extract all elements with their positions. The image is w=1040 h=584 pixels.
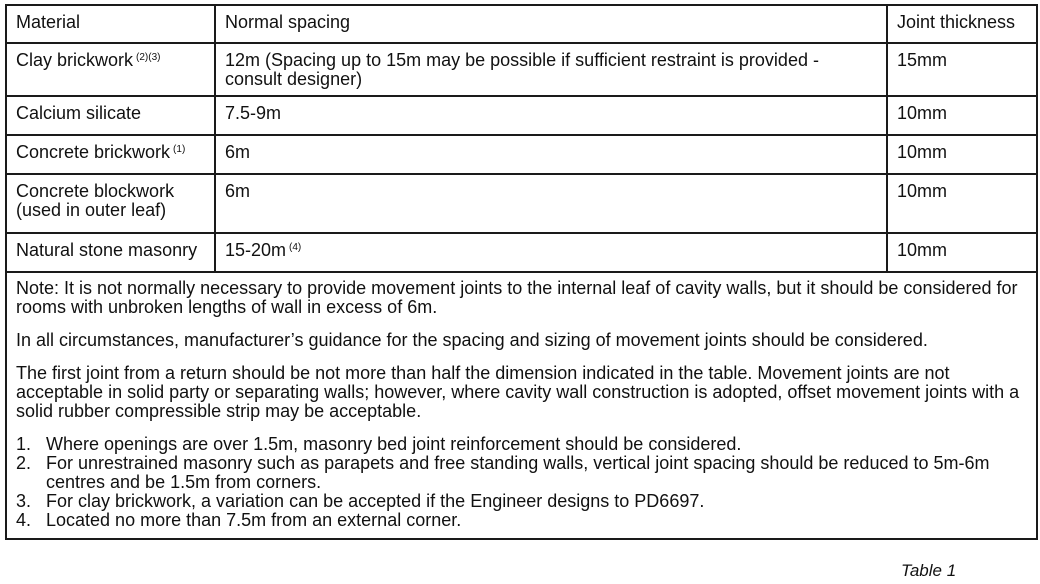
- material-cell: [6, 233, 215, 272]
- note-paragraph: In all circumstances, manufacturer’s guidance for the spacing and sizing of movement joints should be considered.: [16, 330, 928, 350]
- thickness-cell: 10mm: [887, 174, 1037, 233]
- table-row: [6, 174, 1037, 233]
- note-paragraph: The first joint from a return should be not more than half the dimension indicated in the table. Movement joints are not acceptable in solid party or separating walls; however, where cavity wall construction is adopted, offset movement joints with a solid rubber compressible strip may be acceptable.: [16, 363, 1020, 421]
- footnote-item: [16, 454, 1028, 492]
- material-cell: [6, 43, 215, 96]
- spacing-cell: 7.5-9m: [215, 96, 887, 135]
- footnote-item: [16, 511, 1028, 530]
- material-name: Natural stone masonry: [16, 240, 198, 260]
- spacing-cell: 6m: [215, 174, 887, 233]
- table-header-row: [6, 5, 1037, 43]
- header-joint-thickness: Joint thickness: [887, 5, 1037, 43]
- footnote-number: 2.: [16, 453, 32, 473]
- movement-joint-table: [5, 4, 1038, 540]
- footnote-number: 1.: [16, 434, 32, 454]
- footnote-text: For clay brickwork, a variation can be accepted if the Engineer designs to PD6697.: [46, 491, 705, 511]
- material-cell: [6, 96, 215, 135]
- footnote-number: 4.: [16, 510, 32, 530]
- thickness-cell: 10mm: [887, 96, 1037, 135]
- footnote-item: [16, 492, 1028, 511]
- thickness-cell: 10mm: [887, 135, 1037, 174]
- spacing-cell: 6m: [215, 135, 887, 174]
- thickness-cell: 15mm: [887, 43, 1037, 96]
- table-row: [6, 135, 1037, 174]
- notes-cell: [6, 272, 1037, 539]
- material-name: Concrete blockwork (used in outer leaf): [16, 181, 175, 220]
- footnote-text: Where openings are over 1.5m, masonry bed joint reinforcement should be considered.: [46, 434, 742, 454]
- spacing-cell: [215, 233, 887, 272]
- notes-row: [6, 272, 1037, 539]
- header-normal-spacing: Normal spacing: [215, 5, 887, 43]
- spacing-value: 15-20m: [225, 240, 287, 260]
- footnote-list: [16, 435, 1028, 530]
- material-name: Concrete brickwork: [16, 142, 171, 162]
- spacing-cell: 12m (Spacing up to 15m may be possible if sufficient restraint is provided - consult designer): [215, 43, 887, 96]
- footnote-ref: (4): [289, 242, 302, 253]
- footnote-ref: (2)(3): [136, 52, 161, 63]
- material-cell: [6, 135, 215, 174]
- table-row: [6, 96, 1037, 135]
- table-row: [6, 233, 1037, 272]
- footnote-ref: (1): [173, 144, 186, 155]
- material-name: Calcium silicate: [16, 103, 142, 123]
- footnote-text: For unrestrained masonry such as parapets and free standing walls, vertical joint spacing should be reduced to 5m-6m centres and be 1.5m from corners.: [46, 453, 990, 492]
- material-cell: [6, 174, 215, 233]
- footnote-text: Located no more than 7.5m from an external corner.: [46, 510, 462, 530]
- table-caption: Table 1: [901, 561, 957, 580]
- table-row: [6, 43, 1037, 96]
- note-paragraph: Note: It is not normally necessary to provide movement joints to the internal leaf of cavity walls, but it should be considered for rooms with unbroken lengths of wall in excess of 6m.: [16, 278, 1018, 317]
- footnote-number: 3.: [16, 491, 32, 511]
- footnote-item: [16, 435, 1028, 454]
- thickness-cell: 10mm: [887, 233, 1037, 272]
- header-material: Material: [6, 5, 215, 43]
- material-name: Clay brickwork: [16, 50, 134, 70]
